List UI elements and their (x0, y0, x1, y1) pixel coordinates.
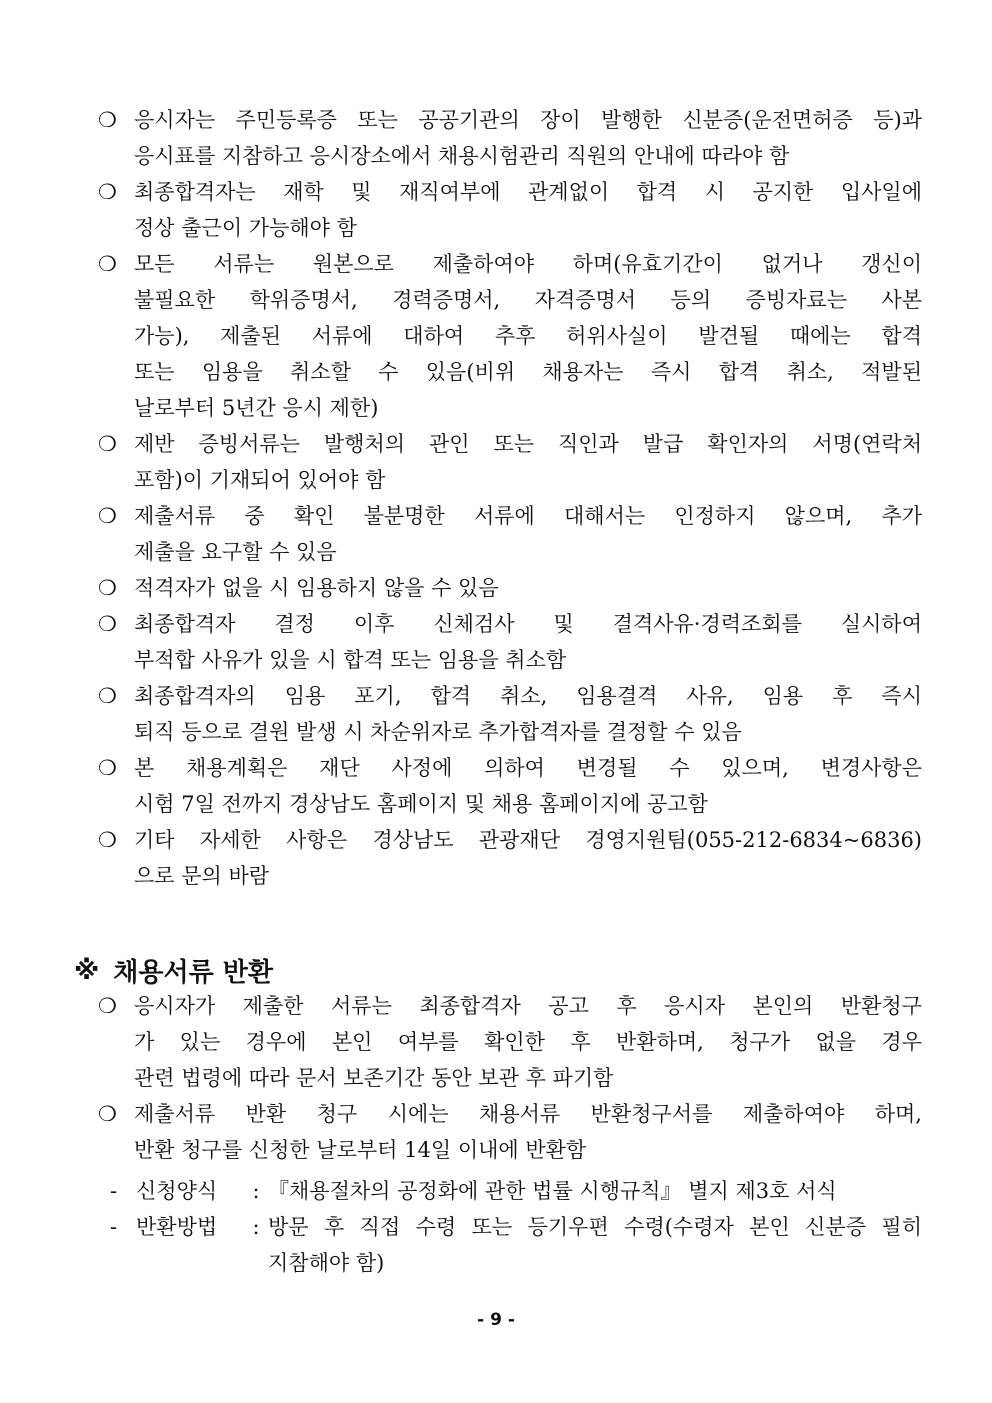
list-item-text (134, 246, 922, 426)
text-line: 부적합 사유가 있을 시 합격 또는 임용을 취소함 (134, 648, 567, 672)
text-line: 응시자는 주민등록증 또는 공공기관의 장이 발행한 신분증(운전면허증 등)과 (134, 108, 922, 132)
list-item-text (134, 606, 922, 678)
text-line: 방문 후 직접 수령 또는 등기우편 수령(수령자 본인 신분증 필히 (268, 1215, 922, 1239)
text-line: 제출을 요구할 수 있음 (134, 540, 337, 564)
notice-list (98, 102, 922, 894)
dash-marker: - (110, 1215, 118, 1239)
section-heading (74, 952, 273, 989)
return-details (110, 1173, 922, 1281)
list-item (98, 498, 922, 570)
text-line: 응시표를 지참하고 응시장소에서 채용시험관리 직원의 안내에 따라야 함 (134, 144, 790, 168)
text-line: 제반 증빙서류는 발행처의 관인 또는 직인과 발급 확인자의 서명(연락처 (134, 432, 922, 456)
detail-colon: : (252, 1215, 260, 1239)
bullet-icon: ❍ (98, 756, 117, 780)
text-line: 포함)이 기재되어 있어야 함 (134, 468, 386, 492)
return-notice-list (98, 988, 922, 1168)
text-line: 본 채용계획은 재단 사정에 의하여 변경될 수 있으며, 변경사항은 (134, 756, 922, 780)
text-line: 최종합격자 결정 이후 신체검사 및 결격사유·경력조회를 실시하여 (134, 612, 922, 636)
bullet-icon: ❍ (98, 180, 117, 204)
list-item (98, 570, 922, 606)
list-item (98, 822, 922, 894)
bullet-icon: ❍ (98, 504, 117, 528)
list-item (98, 102, 922, 174)
bullet-icon: ❍ (98, 684, 117, 708)
list-item (98, 750, 922, 822)
bullet-icon: ❍ (98, 576, 117, 600)
list-item (98, 426, 922, 498)
text-line: 제출서류 중 확인 불분명한 서류에 대해서는 인정하지 않으며, 추가 (134, 504, 922, 528)
text-line: 날로부터 5년간 응시 제한) (134, 396, 379, 420)
text-line: 기타 자세한 사항은 경상남도 관광재단 경영지원팀(055-212-6834~6836) (134, 828, 922, 852)
list-item-text (134, 426, 922, 498)
page-number: - 9 - (477, 1310, 515, 1330)
bullet-icon: ❍ (98, 828, 117, 852)
text-line: 정상 출근이 가능해야 함 (134, 216, 357, 240)
text-line: 퇴직 등으로 결원 발생 시 차순위자로 추가합격자를 결정할 수 있음 (134, 720, 742, 744)
text-line: 시험 7일 전까지 경상남도 홈페이지 및 채용 홈페이지에 공고함 (134, 792, 708, 816)
text-line: 적격자가 없을 시 임용하지 않을 수 있음 (134, 576, 499, 600)
list-item (98, 1096, 922, 1168)
detail-value (268, 1209, 922, 1281)
text-line: 『채용절차의 공정화에 관한 법률 시행규칙』 별지 제3호 서식 (268, 1179, 837, 1203)
dash-marker: - (110, 1179, 118, 1203)
detail-value (268, 1173, 922, 1209)
list-item (98, 174, 922, 246)
list-item (98, 606, 922, 678)
list-item-text (134, 1096, 922, 1168)
bullet-icon: ❍ (98, 252, 117, 276)
text-line: 지참해야 함) (268, 1251, 385, 1275)
bullet-icon: ❍ (98, 612, 117, 636)
reference-mark: ※ (74, 955, 100, 986)
list-item (98, 988, 922, 1096)
list-item (98, 246, 922, 426)
list-item-text (134, 678, 922, 750)
bullet-icon: ❍ (98, 1102, 117, 1126)
text-line: 가 있는 경우에 본인 여부를 확인한 후 반환하며, 청구가 없을 경우 (134, 1030, 922, 1054)
list-item-text (134, 988, 922, 1096)
text-line: 제출서류 반환 청구 시에는 채용서류 반환청구서를 제출하여야 하며, (134, 1102, 922, 1126)
bullet-icon: ❍ (98, 432, 117, 456)
text-line: 또는 임용을 취소할 수 있음(비위 채용자는 즉시 합격 취소, 적발된 (134, 360, 922, 384)
text-line: 최종합격자는 재학 및 재직여부에 관계없이 합격 시 공지한 입사일에 (134, 180, 922, 204)
bullet-icon: ❍ (98, 108, 117, 132)
text-line: 최종합격자의 임용 포기, 합격 취소, 임용결격 사유, 임용 후 즉시 (134, 684, 922, 708)
text-line: 모든 서류는 원본으로 제출하여야 하며(유효기간이 없거나 갱신이 (134, 252, 922, 276)
detail-colon: : (252, 1179, 260, 1203)
detail-label: 신청양식 (136, 1179, 218, 1203)
detail-label: 반환방법 (136, 1215, 218, 1239)
list-item-text (134, 570, 922, 606)
detail-row (110, 1173, 922, 1209)
list-item-text (134, 102, 922, 174)
detail-row (110, 1209, 922, 1281)
text-line: 으로 문의 바람 (134, 864, 270, 888)
list-item-text (134, 174, 922, 246)
section-title: 채용서류 반환 (113, 958, 274, 988)
list-item (98, 678, 922, 750)
text-line: 응시자가 제출한 서류는 최종합격자 공고 후 응시자 본인의 반환청구 (134, 994, 922, 1018)
text-line: 불필요한 학위증명서, 경력증명서, 자격증명서 등의 증빙자료는 사본 (134, 288, 922, 312)
text-line: 반환 청구를 신청한 날로부터 14일 이내에 반환함 (134, 1138, 587, 1162)
bullet-icon: ❍ (98, 994, 117, 1018)
list-item-text (134, 822, 922, 894)
list-item-text (134, 750, 922, 822)
list-item-text (134, 498, 922, 570)
text-line: 가능), 제출된 서류에 대하여 추후 허위사실이 발견될 때에는 합격 (134, 324, 922, 348)
text-line: 관련 법령에 따라 문서 보존기간 동안 보관 후 파기함 (134, 1066, 614, 1090)
